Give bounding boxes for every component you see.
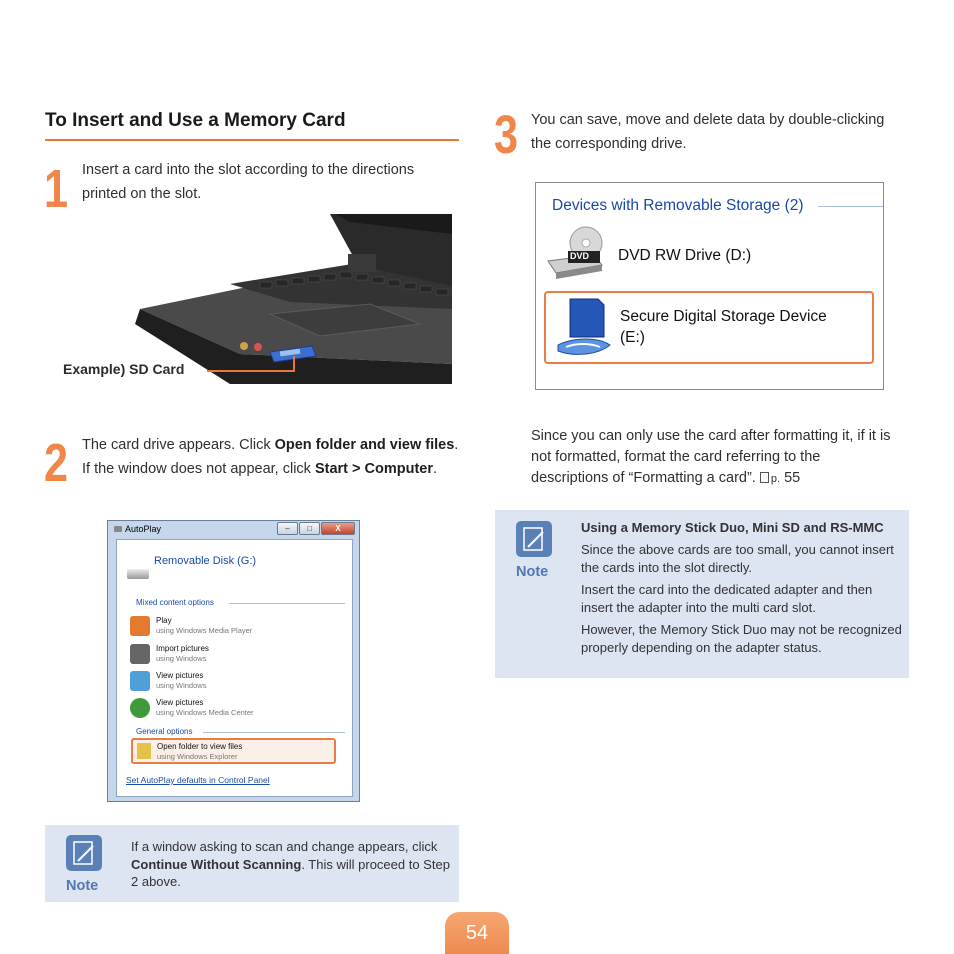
step-3-number: 3: [494, 105, 519, 165]
reference-page-icon: [760, 472, 769, 483]
note-p3-right: However, the Memory Stick Duo may not be recognized properly depending on the adapter status.: [581, 622, 902, 655]
section-divider-2: [203, 732, 345, 733]
note-p1-right: Since the above cards are too small, you cannot insert the cards into the slot directly.: [581, 542, 894, 575]
note-p2-right: Insert the card into the dedicated adapter and then insert the adapter into the multi card slot.: [581, 582, 873, 615]
note-box-right: [495, 510, 909, 678]
general-options-header: General options: [136, 727, 193, 736]
step-2-number: 2: [44, 433, 69, 493]
caption-pointer-line-vertical: [293, 356, 295, 372]
camera-icon: [130, 644, 150, 664]
autoplay-app-icon: [114, 526, 122, 532]
media-player-icon: [130, 616, 150, 636]
devices-divider: [818, 206, 884, 207]
minimize-button[interactable]: –: [277, 522, 298, 535]
close-button[interactable]: X: [321, 522, 355, 535]
view-pictures-sub: using Windows: [156, 681, 207, 690]
mixed-options-header: Mixed content options: [136, 598, 214, 607]
caption-pointer-line: [207, 370, 295, 372]
photo-gallery-icon: [130, 671, 150, 691]
play-item-sub: using Windows Media Player: [156, 626, 253, 635]
note-label-right: Note: [516, 564, 549, 580]
dvd-drive-label[interactable]: DVD RW Drive (D:): [618, 247, 752, 264]
sd-label-line2: (E:): [620, 329, 645, 346]
autoplay-title: AutoPlay: [114, 524, 161, 534]
note-box-left: [45, 825, 459, 902]
maximize-button[interactable]: □: [299, 522, 320, 535]
autoplay-content: [116, 539, 353, 797]
open-folder-option[interactable]: [131, 738, 336, 764]
step-3-text: You can save, move and delete data by double-clicking the corresponding drive.: [531, 112, 885, 152]
view-pictures-mc-sub: using Windows Media Center: [156, 708, 254, 717]
open-folder-sub: using Windows Explorer: [157, 752, 238, 761]
media-center-icon: [130, 698, 150, 718]
devices-header: Devices with Removable Storage (2): [552, 197, 804, 214]
dvd-badge: DVD: [570, 251, 590, 261]
laptop-sd-slot-photo: [120, 214, 452, 384]
view-pictures-title[interactable]: View pictures: [156, 671, 204, 680]
autoplay-window: [107, 520, 360, 802]
note-pencil-icon: [66, 835, 102, 871]
sd-storage-item[interactable]: [544, 291, 874, 364]
note-pencil-icon: [516, 521, 552, 557]
open-folder-title: Open folder to view files: [157, 742, 243, 751]
view-pictures-mc-title[interactable]: View pictures: [156, 698, 204, 707]
autoplay-defaults-link[interactable]: Set AutoPlay defaults in Control Panel: [126, 775, 270, 785]
play-item-title[interactable]: Play: [156, 616, 172, 625]
step-1-number: 1: [44, 159, 69, 219]
format-paragraph: Since you can only use the card after formatting it, if it is not formatted, format the card referring to the descriptions of “Formatting a card”. p. 55: [531, 428, 891, 486]
sd-label-line1: Secure Digital Storage Device: [620, 308, 827, 325]
folder-icon: [137, 743, 151, 759]
page-number: 54: [445, 912, 509, 954]
import-pictures-sub: using Windows: [156, 654, 207, 663]
laptop-caption: Example) SD Card: [63, 361, 185, 377]
section-heading: To Insert and Use a Memory Card: [45, 110, 459, 141]
note-title-right: Using a Memory Stick Duo, Mini SD and RS-MMC: [581, 520, 884, 535]
note-text-left: If a window asking to scan and change appears, click Continue Without Scanning. This will proceed to Step 2 above.: [131, 839, 450, 889]
device-name: Removable Disk (G:): [154, 555, 257, 567]
removable-disk-icon: [127, 569, 149, 579]
note-label-left: Note: [66, 878, 99, 894]
sd-card-icon: [554, 297, 612, 359]
import-pictures-title[interactable]: Import pictures: [156, 644, 209, 653]
section-divider: [229, 603, 345, 604]
step-2-text: The card drive appears. Click Open folder and view files. If the window does not appear, click Start > Computer.: [82, 437, 459, 477]
step-1-text: Insert a card into the slot according to the directions printed on the slot.: [82, 162, 415, 202]
removable-storage-window: [535, 182, 884, 390]
